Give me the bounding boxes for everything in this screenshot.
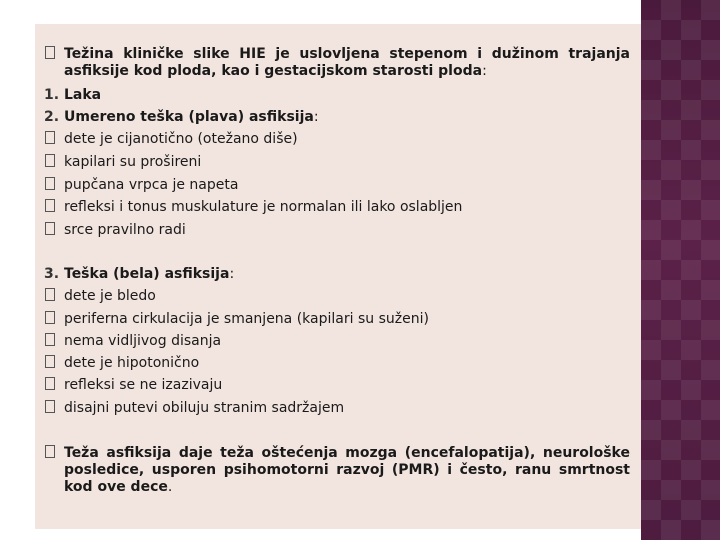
moderate-sign-item <box>44 154 201 171</box>
severe-sign-item <box>44 400 344 417</box>
bullet-icon <box>44 131 64 148</box>
sign-text: refleksi i tonus muskulature je normalan ili lako oslabljen <box>64 199 463 215</box>
sign-text: periferna cirkulacija je smanjena (kapilari su suženi) <box>64 311 429 327</box>
list-item-colon: : <box>313 109 319 125</box>
decorative-side-band <box>641 0 720 540</box>
intro-colon: : <box>482 63 487 79</box>
moderate-sign-item <box>44 177 238 194</box>
bullet-icon <box>44 222 64 239</box>
sign-text: disajni putevi obiluju stranim sadržajem <box>64 400 345 416</box>
bullet-icon <box>44 311 64 328</box>
moderate-sign-item <box>44 199 462 216</box>
list-marker: 1. <box>44 87 60 103</box>
list-item-severe <box>44 266 234 283</box>
list-item-label: Umereno teška (plava) asfiksija <box>64 109 314 125</box>
moderate-sign-item <box>44 222 186 239</box>
sign-text: dete je hipotonično <box>64 355 200 371</box>
bullet-icon <box>44 199 64 216</box>
sign-text: pupčana vrpca je napeta <box>64 177 239 193</box>
bullet-icon <box>44 355 64 372</box>
severe-sign-item <box>44 333 221 350</box>
bullet-icon <box>44 154 64 171</box>
bullet-icon <box>44 288 64 305</box>
conclusion-period: . <box>167 479 173 495</box>
severe-sign-item <box>44 355 199 372</box>
list-marker: 2. <box>44 109 60 125</box>
list-item-label: Laka <box>64 87 102 103</box>
bullet-icon <box>44 377 64 394</box>
bullet-icon <box>44 177 64 194</box>
sign-text: dete je bledo <box>64 288 156 304</box>
intro-text: Težina kliničke slike HIE je uslovljena stepenom i dužinom trajanja asfiksije kod ploda, kao i gestacijskom starosti ploda <box>64 46 630 79</box>
severe-sign-item <box>44 377 222 394</box>
bullet-icon <box>44 46 55 63</box>
bullet-icon <box>44 400 64 417</box>
bullet-icon <box>44 333 64 350</box>
severe-sign-item <box>44 288 156 305</box>
sign-text: srce pravilno radi <box>64 222 186 238</box>
list-item-moderate <box>44 109 319 126</box>
list-marker: 3. <box>44 266 60 282</box>
sign-text: refleksi se ne izazivaju <box>64 377 223 393</box>
bullet-icon <box>44 445 55 462</box>
moderate-sign-item <box>44 131 298 148</box>
list-item-label: Teška (bela) asfiksija <box>64 266 230 282</box>
conclusion-paragraph <box>64 445 630 496</box>
list-item-mild <box>44 87 101 104</box>
sign-text: kapilari su prošireni <box>64 154 202 170</box>
sign-text: dete je cijanotično (otežano diše) <box>64 131 298 147</box>
severe-sign-item <box>44 311 429 328</box>
intro-paragraph <box>64 46 630 80</box>
conclusion-text: Teža asfiksija daje teža oštećenja mozga (encefalopatija), neurološke posledice, usporen psihomotorni razvoj (PMR) i često, ranu smrtnost kod ove dece <box>64 445 630 495</box>
sign-text: nema vidljivog disanja <box>64 333 222 349</box>
list-item-colon: : <box>229 266 235 282</box>
